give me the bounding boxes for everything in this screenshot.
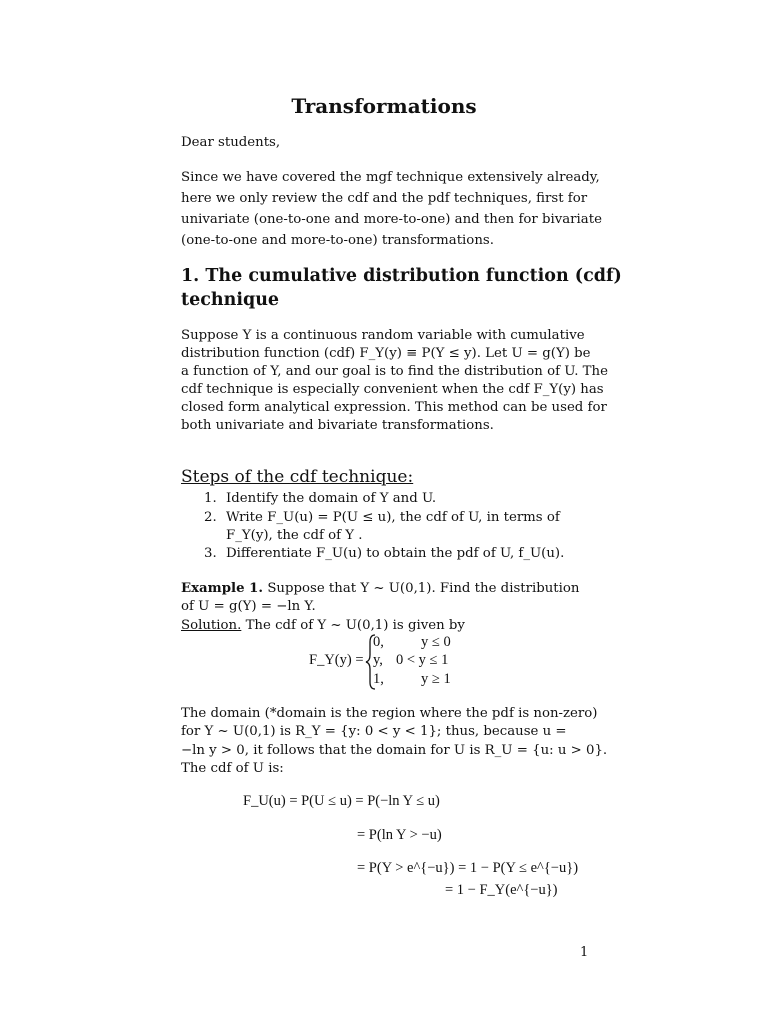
derivation-line: = 1 − F_Y(e^{−u}) xyxy=(445,882,558,898)
para-line xyxy=(181,327,585,345)
para-line: a function of Y, and our goal is to find the distribution of U. The xyxy=(181,364,608,379)
intro-line: univariate (one-to-one and more-to-one) and then for bivariate xyxy=(181,212,602,227)
page-number: 1 xyxy=(580,945,589,960)
example-text xyxy=(181,580,581,616)
intro-line: Since we have covered the mgf technique extensively already, xyxy=(181,170,600,185)
solution-text: The cdf of Y ~ U(0,1) is given by xyxy=(245,618,465,633)
domain-line: −ln y > 0, it follows that the domain for U is R_U = {u: u > 0}. xyxy=(181,743,608,758)
solution-label: Solution. xyxy=(181,618,242,633)
step-item: Write F_U(u) = P(U ≤ u), the cdf of U, in terms of F_Y(y), the cdf of Y . xyxy=(226,510,560,543)
steps-heading: Steps of the cdf technique: xyxy=(181,467,414,487)
para-line: cdf technique is especially convenient when the cdf F_Y(y) has xyxy=(181,382,604,397)
intro-line: here we only review the cdf and the pdf techniques, first for xyxy=(181,191,588,206)
case-condition: y ≥ 1 xyxy=(421,671,451,687)
derivation-line: F_U(u) = P(U ≤ u) = P(−ln Y ≤ u) xyxy=(243,793,440,809)
page-title: Transformations xyxy=(291,94,477,118)
para-line-text: Suppose Y is a continuous random variable with cumulative xyxy=(181,328,585,343)
case-condition: 0 < y ≤ 1 xyxy=(396,652,449,668)
case-condition: y ≤ 0 xyxy=(421,634,451,650)
greeting: Dear students, xyxy=(181,135,281,150)
step-number: 2. xyxy=(204,510,217,525)
domain-line: The domain (*domain is the region where the pdf is non-zero) xyxy=(181,706,598,721)
example-label: Example 1. xyxy=(181,581,264,596)
step-item: Differentiate F_U(u) to obtain the pdf of U, f_U(u). xyxy=(226,546,565,561)
case-value: y, xyxy=(373,652,383,668)
section-heading: 1. The cumulative distribution function (cdf) xyxy=(181,266,622,286)
domain-line: for Y ~ U(0,1) is R_Y = {y: 0 < y < 1}; thus, because u = xyxy=(181,724,567,739)
para-line: closed form analytical expression. This method can be used for xyxy=(181,400,607,415)
derivation-line: = P(ln Y > −u) xyxy=(357,827,442,843)
section-heading-cont: technique xyxy=(181,290,280,310)
solution-line xyxy=(181,617,465,635)
step-number: 3. xyxy=(204,546,217,561)
intro-line: (one-to-one and more-to-one) transformations. xyxy=(181,233,494,248)
step-number: 1. xyxy=(204,491,217,506)
case-value: 1, xyxy=(373,671,384,687)
example-question: Suppose that Y ~ U(0,1). Find the distribution of U = g(Y) = −ln Y. xyxy=(181,581,580,614)
case-value: 0, xyxy=(373,634,384,650)
para-line: both univariate and bivariate transformations. xyxy=(181,418,494,433)
step-item: Identify the domain of Y and U. xyxy=(226,491,437,506)
piecewise-lhs: F_Y(y) = xyxy=(309,652,364,668)
para-line: distribution function (cdf) F_Y(y) ≡ P(Y ≤ y). Let U = g(Y) be xyxy=(181,346,591,361)
derivation-line: = P(Y > e^{−u}) = 1 − P(Y ≤ e^{−u}) xyxy=(357,860,579,876)
domain-line: The cdf of U is: xyxy=(181,761,284,776)
